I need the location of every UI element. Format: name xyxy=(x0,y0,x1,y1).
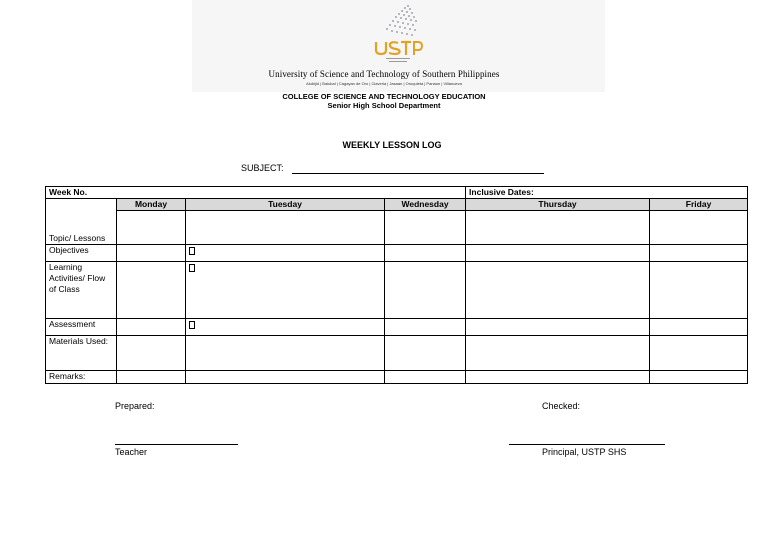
activities-row xyxy=(46,262,748,319)
ustp-logo xyxy=(372,2,424,64)
week-no-label[interactable]: Week No. xyxy=(46,187,466,199)
cell-remarks-tuesday[interactable] xyxy=(186,371,385,384)
cell-topic-monday[interactable] xyxy=(117,211,186,245)
cell-assessment-thursday[interactable] xyxy=(466,319,650,336)
prepared-label: Prepared: xyxy=(115,401,155,411)
cell-remarks-monday[interactable] xyxy=(117,371,186,384)
university-name: University of Science and Technology of Southern Philippines xyxy=(268,69,500,79)
row-label-objectives: Objectives xyxy=(46,245,117,262)
cell-topic-friday[interactable] xyxy=(650,211,748,245)
cell-assessment-monday[interactable] xyxy=(117,319,186,336)
principal-signature-line[interactable] xyxy=(509,444,665,445)
cell-materials-monday[interactable] xyxy=(117,336,186,371)
lesson-log-table xyxy=(45,186,748,384)
day-header-thursday: Thursday xyxy=(466,199,650,211)
remarks-row xyxy=(46,371,748,384)
day-header-monday: Monday xyxy=(117,199,186,211)
cell-remarks-friday[interactable] xyxy=(650,371,748,384)
cell-materials-friday[interactable] xyxy=(650,336,748,371)
cell-activities-wednesday[interactable] xyxy=(385,262,466,319)
document-title: WEEKLY LESSON LOG xyxy=(342,140,442,150)
cell-objectives-wednesday[interactable] xyxy=(385,245,466,262)
cell-activities-monday[interactable] xyxy=(117,262,186,319)
corner-cell xyxy=(46,199,117,245)
cell-assessment-tuesday[interactable] xyxy=(186,319,385,336)
bullet-box-icon xyxy=(189,247,195,255)
campus-list: Alubijid | Balubal | Cagayan de Oro | Claveria | Jasaan | Oroquieta | Panaon | Villanueva xyxy=(306,81,462,86)
cell-remarks-thursday[interactable] xyxy=(466,371,650,384)
cell-objectives-monday[interactable] xyxy=(117,245,186,262)
row-label-topic: Topic/ Lessons xyxy=(49,233,106,243)
cell-objectives-thursday[interactable] xyxy=(466,245,650,262)
subject-field[interactable] xyxy=(292,173,544,174)
assessment-row xyxy=(46,319,748,336)
cell-activities-thursday[interactable] xyxy=(466,262,650,319)
cell-activities-friday[interactable] xyxy=(650,262,748,319)
bullet-box-icon xyxy=(189,321,195,329)
cell-assessment-friday[interactable] xyxy=(650,319,748,336)
principal-label: Principal, USTP SHS xyxy=(542,447,627,457)
cell-activities-tuesday[interactable] xyxy=(186,262,385,319)
teacher-label: Teacher xyxy=(115,447,148,457)
day-header-row xyxy=(46,199,748,211)
cell-assessment-wednesday[interactable] xyxy=(385,319,466,336)
row-label-remarks: Remarks: xyxy=(46,371,117,384)
objectives-row xyxy=(46,245,748,262)
cell-topic-thursday[interactable] xyxy=(466,211,650,245)
cell-materials-tuesday[interactable] xyxy=(186,336,385,371)
subject-label: SUBJECT: xyxy=(241,163,284,173)
cell-objectives-friday[interactable] xyxy=(650,245,748,262)
teacher-signature-line[interactable] xyxy=(115,444,238,445)
week-row xyxy=(46,187,748,199)
day-header-wednesday: Wednesday xyxy=(385,199,466,211)
row-label-materials: Materials Used: xyxy=(46,336,117,371)
cell-materials-thursday[interactable] xyxy=(466,336,650,371)
cell-remarks-wednesday[interactable] xyxy=(385,371,466,384)
bullet-box-icon xyxy=(189,264,195,272)
cell-materials-wednesday[interactable] xyxy=(385,336,466,371)
row-label-activities: Learning Activities/ Flow of Class xyxy=(46,262,117,319)
materials-row xyxy=(46,336,748,371)
cell-objectives-tuesday[interactable] xyxy=(186,245,385,262)
topic-row xyxy=(46,211,748,245)
cell-topic-wednesday[interactable] xyxy=(385,211,466,245)
inclusive-dates-label[interactable]: Inclusive Dates: xyxy=(466,187,748,199)
day-header-friday: Friday xyxy=(650,199,748,211)
checked-label: Checked: xyxy=(542,401,581,411)
row-label-assessment: Assessment xyxy=(46,319,117,336)
department-name: Senior High School Department xyxy=(327,101,441,110)
college-name: COLLEGE OF SCIENCE AND TECHNOLOGY EDUCATION xyxy=(282,92,486,101)
cell-topic-tuesday[interactable] xyxy=(186,211,385,245)
day-header-tuesday: Tuesday xyxy=(186,199,385,211)
